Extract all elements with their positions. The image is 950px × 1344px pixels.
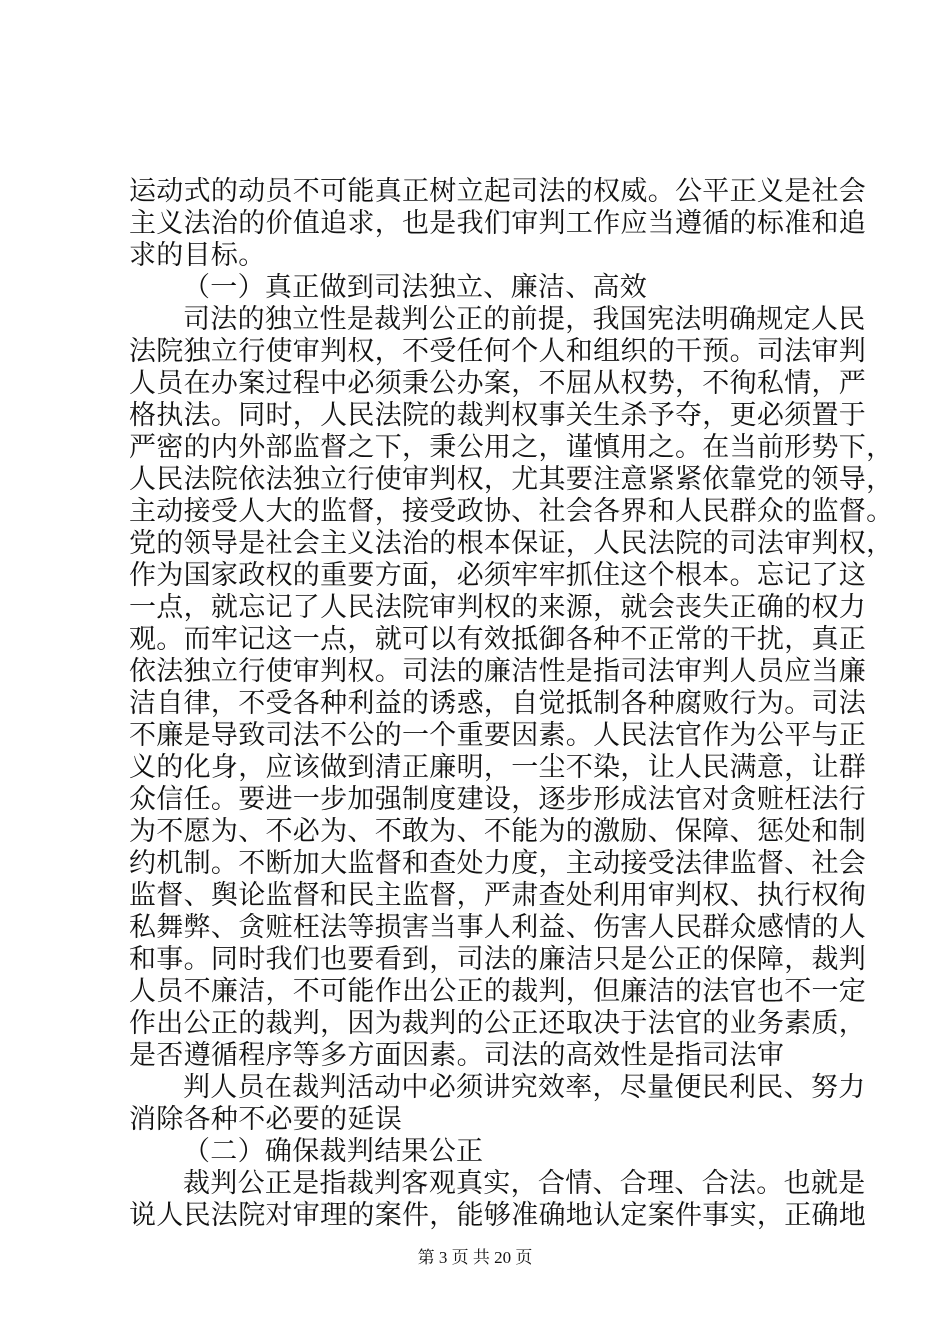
text-line: 人民法院依法独立行使审判权，尤其要注意紧紧依靠党的领导， <box>129 464 894 495</box>
text-line: 运动式的动员不可能真正树立起司法的权威。公平正义是社会 <box>129 176 867 207</box>
text-line: 说人民法院对审理的案件，能够准确地认定案件事实，正确地 <box>129 1200 867 1231</box>
text-line: 约机制。不断加大监督和查处力度，主动接受法律监督、社会 <box>129 848 867 879</box>
text-line: 洁自律，不受各种利益的诱惑，自觉抵制各种腐败行为。司法 <box>129 688 867 719</box>
text-line: （二）确保裁判结果公正 <box>183 1136 484 1167</box>
text-line: 作出公正的裁判，因为裁判的公正还取决于法官的业务素质， <box>129 1008 867 1039</box>
text-line: 依法独立行使审判权。司法的廉洁性是指司法审判人员应当廉 <box>129 656 867 687</box>
text-line: 义的化身，应该做到清正廉明，一尘不染，让人民满意，让群 <box>129 752 867 783</box>
text-line: 主动接受人大的监督，接受政协、社会各界和人民群众的监督。 <box>129 496 894 527</box>
text-line: 观。而牢记这一点，就可以有效抵御各种不正常的干扰，真正 <box>129 624 867 655</box>
text-line: 作为国家政权的重要方面，必须牢牢抓住这个根本。忘记了这 <box>129 560 867 591</box>
document-body <box>129 176 894 1232</box>
text-line: 一点，就忘记了人民法院审判权的来源，就会丧失正确的权力 <box>129 592 867 623</box>
text-line: 严密的内外部监督之下，秉公用之，谨慎用之。在当前形势下， <box>129 432 894 463</box>
text-line: 主义法治的价值追求，也是我们审判工作应当遵循的标准和追 <box>129 208 867 239</box>
text-line: 司法的独立性是裁判公正的前提，我国宪法明确规定人民 <box>183 304 866 335</box>
text-line: 不廉是导致司法不公的一个重要因素。人民法官作为公平与正 <box>129 720 867 751</box>
text-line: 格执法。同时，人民法院的裁判权事关生杀予夺，更必须置于 <box>129 400 867 431</box>
text-line: 监督、舆论监督和民主监督，严肃查处利用审判权、执行权徇 <box>129 880 867 911</box>
text-line: 是否遵循程序等多方面因素。司法的高效性是指司法审 <box>129 1040 785 1071</box>
text-line: 私舞弊、贪赃枉法等损害当事人利益、伤害人民群众感情的人 <box>129 912 867 943</box>
text-line: 消除各种不必要的延误 <box>129 1104 402 1135</box>
text-line: 求的目标。 <box>129 240 266 271</box>
text-line: 为不愿为、不必为、不敢为、不能为的激励、保障、惩处和制 <box>129 816 867 847</box>
text-line: 人员不廉洁，不可能作出公正的裁判，但廉洁的法官也不一定 <box>129 976 867 1007</box>
text-line: （一）真正做到司法独立、廉洁、高效 <box>183 272 648 303</box>
page-footer: 第 3 页 共 20 页 <box>417 1248 533 1267</box>
text-line: 人员在办案过程中必须秉公办案，不屈从权势，不徇私情，严 <box>129 368 867 399</box>
text-line: 裁判公正是指裁判客观真实，合情、合理、合法。也就是 <box>183 1168 866 1199</box>
text-line: 党的领导是社会主义法治的根本保证，人民法院的司法审判权， <box>129 528 894 559</box>
text-line: 和事。同时我们也要看到，司法的廉洁只是公正的保障，裁判 <box>129 944 867 975</box>
text-line: 法院独立行使审判权，不受任何个人和组织的干预。司法审判 <box>129 336 867 367</box>
text-line: 判人员在裁判活动中必须讲究效率，尽量便民利民、努力 <box>183 1072 866 1103</box>
text-line: 众信任。要进一步加强制度建设，逐步形成法官对贪赃枉法行 <box>129 784 867 815</box>
